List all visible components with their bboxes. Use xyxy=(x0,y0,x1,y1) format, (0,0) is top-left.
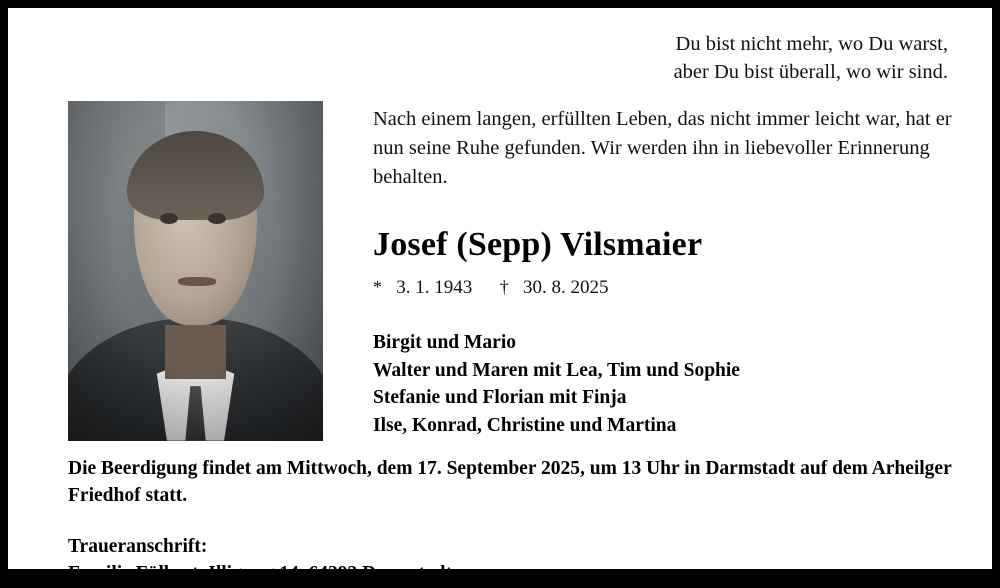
contact-block xyxy=(68,533,952,588)
family-line: Walter und Maren mit Lea, Tim und Sophie xyxy=(373,359,740,381)
birth-symbol: * xyxy=(373,276,382,297)
epitaph-line-2: aber Du bist überall, wo wir sind. xyxy=(673,61,948,84)
portrait-photo xyxy=(68,101,323,441)
obituary-footer xyxy=(60,455,952,588)
family-list xyxy=(373,329,952,440)
family-line: Birgit und Mario xyxy=(373,331,517,353)
obituary-body xyxy=(60,101,952,441)
deceased-name: Josef (Sepp) Vilsmaier xyxy=(373,225,703,263)
family-line: Stefanie und Florian mit Finja xyxy=(373,387,627,409)
family-line: Ilse, Konrad, Christine und Martina xyxy=(373,414,677,436)
intro-text: Nach einem langen, erfüllten Leben, das nicht immer leicht war, hat er nun seine Ruhe gefunden. Wir werden ihn in liebevoller Erinnerung behalten. xyxy=(373,107,952,188)
epitaph xyxy=(60,30,948,87)
obituary-card xyxy=(8,8,992,585)
epitaph-line-1: Du bist nicht mehr, wo Du warst, xyxy=(675,33,948,55)
birth-date: 3. 1. 1943 xyxy=(396,276,473,298)
life-dates xyxy=(373,277,952,299)
death-date: 30. 8. 2025 xyxy=(523,276,609,298)
death-symbol: † xyxy=(499,276,509,297)
portrait-vignette xyxy=(68,101,323,441)
funeral-details: Die Beerdigung findet am Mittwoch, dem 17. September 2025, um 13 Uhr in Darmstadt auf dem Arheilger Friedhof statt. xyxy=(68,457,952,506)
obituary-text-column xyxy=(373,101,952,440)
contact-label: Traueranschrift: xyxy=(68,536,208,558)
contact-address: Familie Fülbert, Illigweg 14, 64293 Darmstadt xyxy=(68,563,452,585)
